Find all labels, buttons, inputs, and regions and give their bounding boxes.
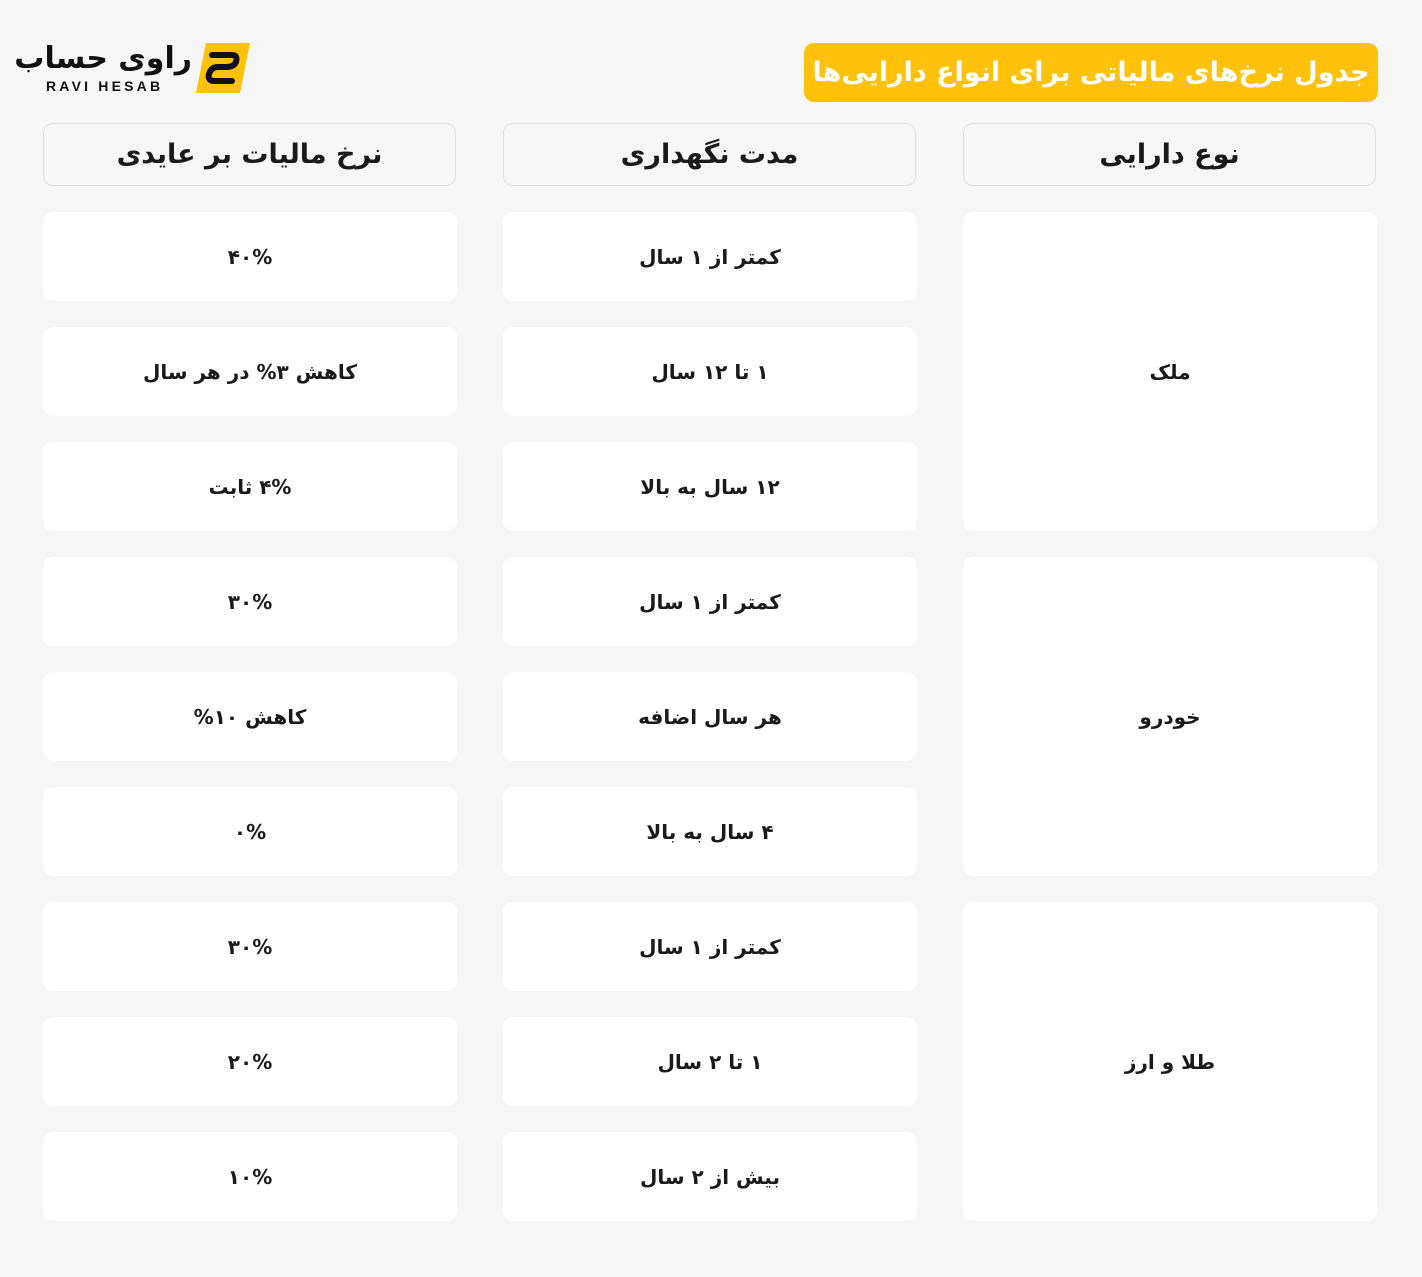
rate-cell: ۴۰% [43, 212, 457, 301]
period-cell: ۱ تا ۱۲ سال [503, 327, 917, 416]
header-asset-type: نوع دارایی [963, 123, 1376, 186]
period-cell: ۴ سال به بالا [503, 787, 917, 876]
asset-cell-property: ملک [963, 212, 1377, 531]
logo-wordmark-en: RAVI HESAB [46, 78, 164, 94]
rate-cell: کاهش ۱۰% [43, 672, 457, 761]
header-holding-period: مدت نگهداری [503, 123, 916, 186]
page-title: جدول نرخ‌های مالیاتی برای انواع دارایی‌ها [812, 57, 1370, 88]
rate-cell: ۳۰% [43, 902, 457, 991]
ravi-hesab-logo [14, 38, 255, 98]
asset-cell-gold-currency: طلا و ارز [963, 902, 1377, 1221]
period-cell: کمتر از ۱ سال [503, 212, 917, 301]
period-cell: کمتر از ۱ سال [503, 902, 917, 991]
period-cell: بیش از ۲ سال [503, 1132, 917, 1221]
rate-cell: کاهش ۳% در هر سال [43, 327, 457, 416]
rate-cell: ۲۰% [43, 1017, 457, 1106]
asset-cell-car: خودرو [963, 557, 1377, 876]
logo-mark-icon [196, 43, 250, 93]
rate-cell: ۱۰% [43, 1132, 457, 1221]
rate-cell: ۰% [43, 787, 457, 876]
rate-cell: ۴% ثابت [43, 442, 457, 531]
logo-wordmark-fa: راوی حساب [14, 41, 192, 76]
header-tax-rate: نرخ مالیات بر عایدی [43, 123, 456, 186]
title-banner [804, 43, 1378, 102]
period-cell: هر سال اضافه [503, 672, 917, 761]
period-cell: ۱۲ سال به بالا [503, 442, 917, 531]
period-cell: ۱ تا ۲ سال [503, 1017, 917, 1106]
period-cell: کمتر از ۱ سال [503, 557, 917, 646]
rate-cell: ۳۰% [43, 557, 457, 646]
